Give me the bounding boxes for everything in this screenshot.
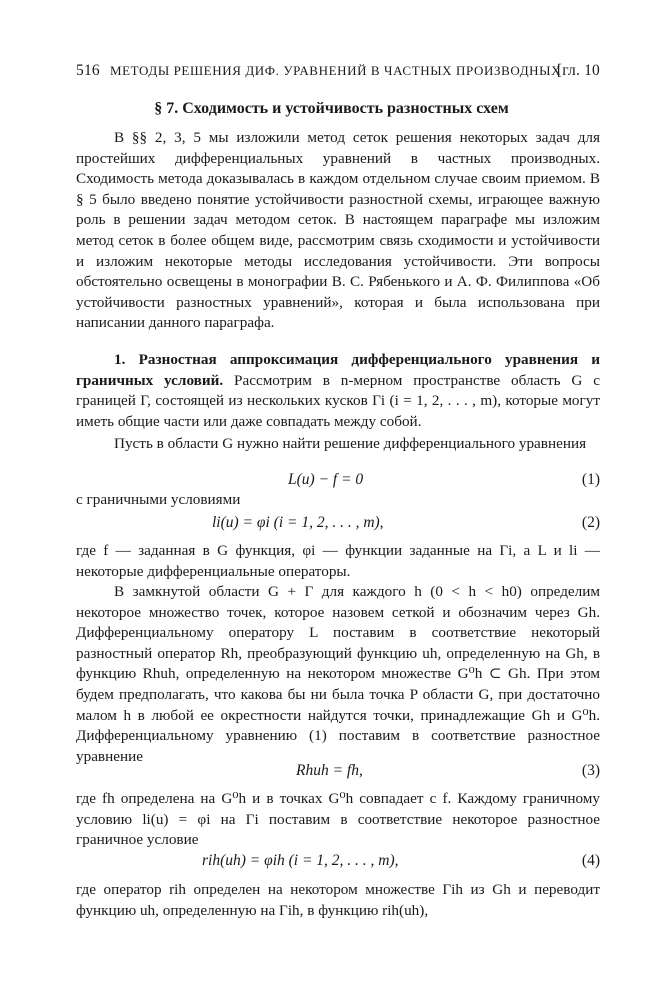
subsection-paragraph bbox=[76, 350, 600, 432]
equation-4-number: (4) bbox=[581, 852, 600, 869]
equation-2-number: (2) bbox=[581, 514, 600, 531]
equation-1-number: (1) bbox=[581, 471, 600, 488]
equation-4: rih(uh) = φih (i = 1, 2, . . . , m), bbox=[202, 852, 399, 869]
equation-2: li(u) = φi (i = 1, 2, . . . , m), bbox=[212, 514, 384, 531]
equation-3-number: (3) bbox=[581, 762, 600, 779]
closed-domain-paragraph: В замкнутой области G + Γ для каждого h (0 < h < h0) определим некоторое множество точек, которое назовем сеткой и обозначим через Gh. Дифференциальному оператору L поставим в соответствие некоторый разностный оператор Rh, преобразующий функцию uh, определенную на Gh, в функцию Rhuh, определенную на некотором множестве G⁰h ⊂ Gh. При этом будем предполагать, что какова бы ни была точка P области G, при достаточно малом h в любой ее окрестности найдутся точки, принадлежащие Gh и G⁰h. Дифференциальному уравнению (1) поставим в соответствие разностное уравнение bbox=[76, 583, 600, 765]
with-conditions-text: с граничными условиями bbox=[76, 491, 241, 508]
equation-1: L(u) − f = 0 bbox=[288, 471, 364, 488]
chapter-ref: [гл. 10 bbox=[556, 62, 600, 79]
intro-paragraph: В §§ 2, 3, 5 мы изложили метод сеток решения некоторых задач для простейших дифференциальных уравнений в частных производных. Сходимость метода доказывалась в каждом отдельном случае своим приемом. В § 5 было введено понятие устойчивости разностной схемы, играющее важную роль в решении задач методом сеток. В настоящем параграфе мы изложим метод сеток в более общем виде, рассмотрим связь сходимости и устойчивости и изложим некоторые методы исследования устойчивости. Эти вопросы обстоятельно освещены в монографии В. С. Рябенького и А. Ф. Филиппова «Об устойчивости разностных уравнений», которая и была использована при написании данного параграфа. bbox=[76, 129, 600, 332]
where-paragraph-2: где fh определена на G⁰h и в точках G⁰h совпадает с f. Каждому граничному условию li(u) = φi на Γi поставим в соответствие некоторое разностное граничное условие bbox=[76, 790, 600, 849]
equation-3: Rhuh = fh, bbox=[296, 762, 363, 779]
paragraph-find: Пусть в области G нужно найти решение дифференциального уравнения bbox=[114, 435, 587, 452]
running-head bbox=[76, 62, 600, 80]
page-number: 516 bbox=[76, 62, 100, 79]
where-paragraph-3: где оператор rih определен на некотором множестве Γih из Gh и переводит функцию uh, определенную на Γih, в функцию rih(uh), bbox=[76, 881, 600, 919]
running-head-title: МЕТОДЫ РЕШЕНИЯ ДИФ. УРАВНЕНИЙ В ЧАСТНЫХ ПРОИЗВОДНЫХ bbox=[109, 63, 562, 78]
subsection-text: Рассмотрим в n-мерном пространстве область G с границей Γ, состоящей из нескольких кусков Γi (i = 1, 2, . . . , m), которые могут иметь общие части или даже совпадать между собой. bbox=[76, 371, 600, 430]
subsection-heading: 1. Разностная аппроксимация дифференциального уравнения и граничных условий. bbox=[76, 351, 600, 389]
where-paragraph-1: где f — заданная в G функция, φi — функции заданные на Γi, а L и li — некоторые дифференциальные операторы. bbox=[76, 542, 600, 580]
section-title: § 7. Сходимость и устойчивость разностных схем bbox=[154, 100, 509, 117]
